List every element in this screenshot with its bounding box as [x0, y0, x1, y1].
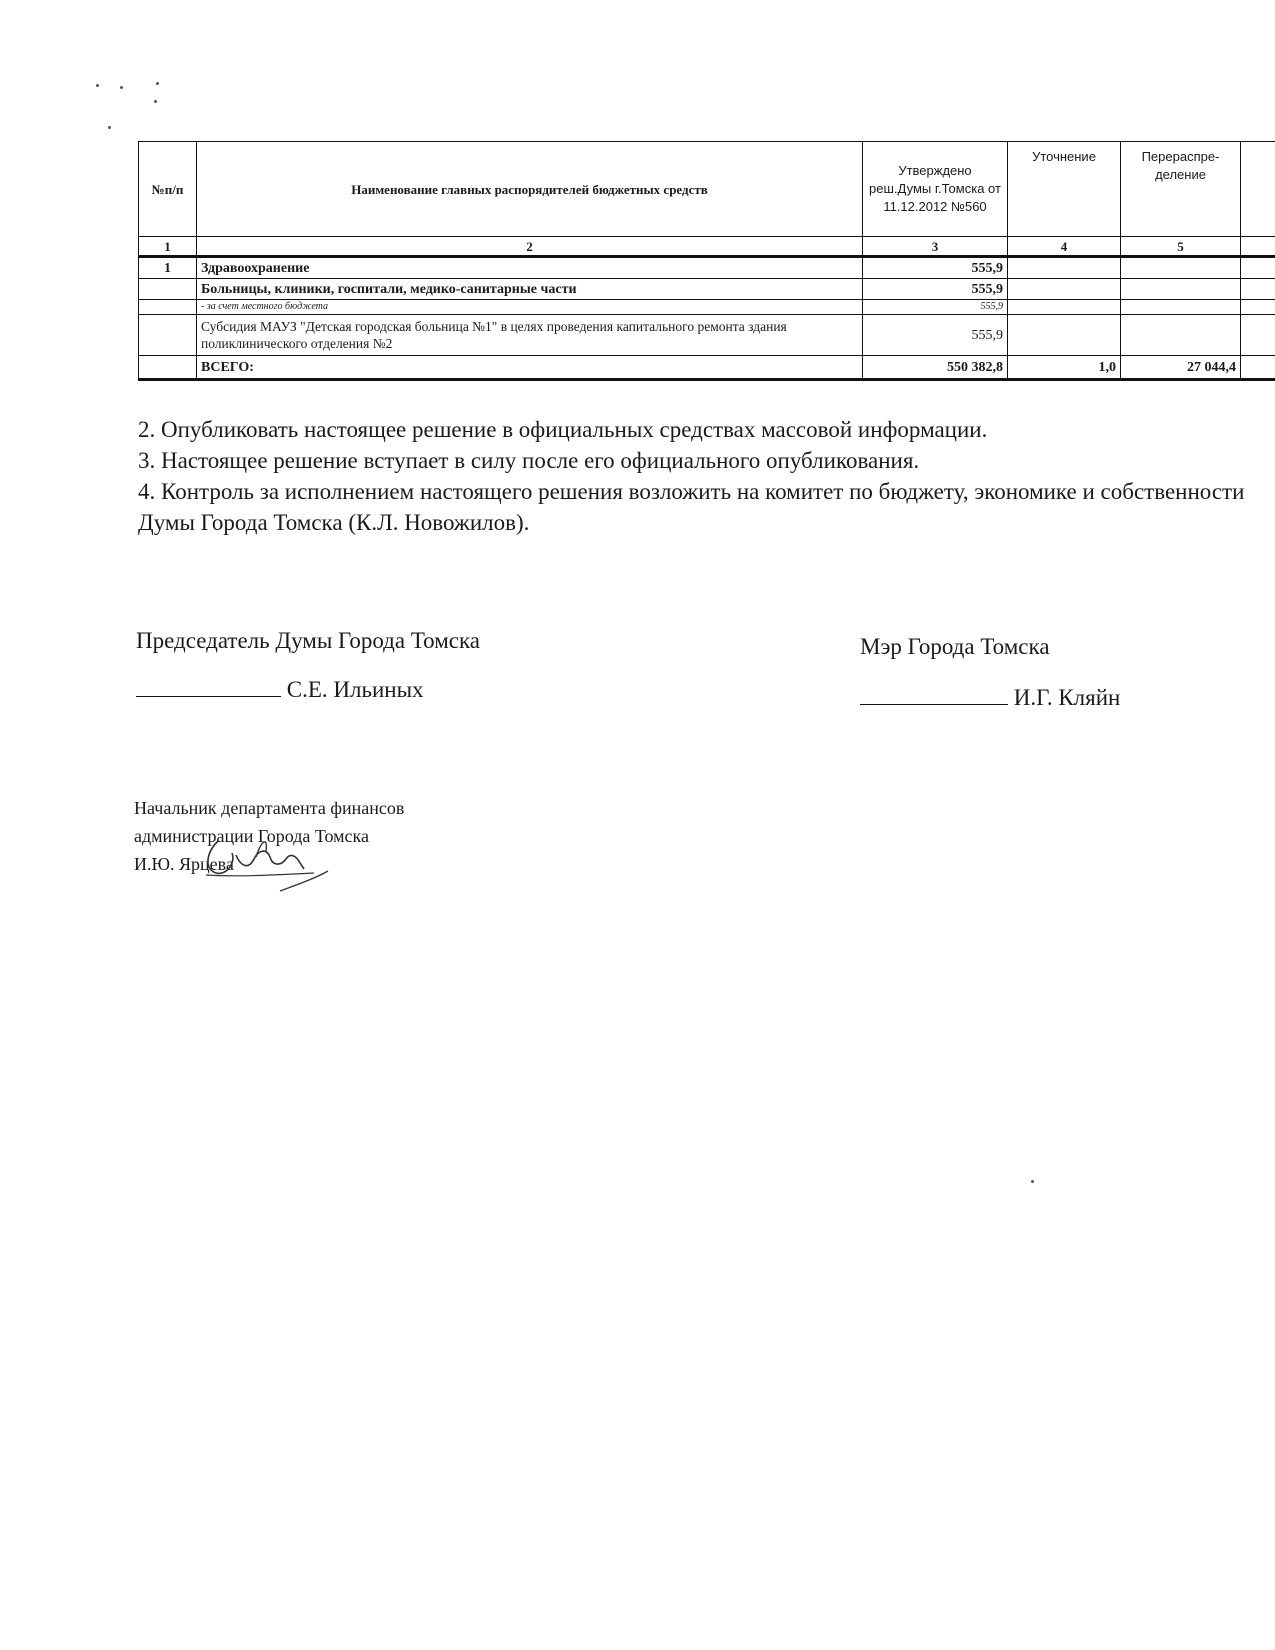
header-cut-column	[1241, 142, 1275, 237]
signature-line	[136, 696, 281, 697]
row-refinement	[1008, 279, 1121, 300]
row-cut-cell	[1241, 300, 1275, 315]
column-number: 5	[1121, 237, 1241, 257]
chairman-signature-block	[136, 677, 424, 703]
row-number: 1	[139, 257, 197, 279]
row-redistribution	[1121, 315, 1241, 356]
row-number	[139, 315, 197, 356]
paragraph-effective: 3. Настоящее решение вступает в силу после его официального опубликования.	[138, 448, 920, 473]
column-number-empty	[1241, 237, 1275, 257]
handwritten-signature	[196, 835, 346, 895]
row-redistribution	[1121, 257, 1241, 279]
row-redistribution	[1121, 279, 1241, 300]
row-name: Субсидия МАУЗ "Детская городская больница №1" в целях проведения капитального ремонта здания поликлинического отделения №2	[197, 315, 863, 356]
row-number	[139, 279, 197, 300]
total-label: ВСЕГО:	[197, 356, 863, 380]
row-approved: 555,9	[863, 315, 1008, 356]
table-row	[139, 257, 1275, 279]
budget-table	[138, 141, 1275, 381]
table-row	[139, 279, 1275, 300]
row-name: Больницы, клиники, госпитали, медико-санитарные части	[197, 279, 863, 300]
table-row	[139, 300, 1275, 315]
row-redistribution	[1121, 300, 1241, 315]
row-name: - за счет местного бюджета	[197, 300, 863, 315]
column-number: 4	[1008, 237, 1121, 257]
row-refinement	[1008, 257, 1121, 279]
row-cut-cell	[1241, 257, 1275, 279]
header-name: Наименование главных распорядителей бюджетных средств	[197, 142, 863, 237]
finance-title-line-2: администрации Города Томска	[134, 826, 369, 846]
mayor-name: И.Г. Кляйн	[1013, 685, 1121, 710]
table-total-row	[139, 356, 1275, 380]
header-redistribution: Перераспре-деление	[1121, 142, 1241, 237]
total-refinement: 1,0	[1008, 356, 1121, 380]
scan-speck	[1031, 1180, 1034, 1183]
row-cut-cell	[1241, 279, 1275, 300]
chairman-title: Председатель Думы Города Томска	[136, 628, 481, 653]
chairman-name: С.Е. Ильиных	[286, 677, 424, 702]
row-approved: 555,9	[863, 300, 1008, 315]
header-approved: Утверждено реш.Думы г.Томска от 11.12.2012 №560	[863, 142, 1008, 237]
column-number: 1	[139, 237, 197, 257]
row-number	[139, 300, 197, 315]
scan-speck	[154, 100, 157, 103]
table-row	[139, 315, 1275, 356]
finance-title-line-1: Начальник департамента финансов	[134, 798, 405, 818]
row-cut-cell	[1241, 315, 1275, 356]
row-approved: 555,9	[863, 257, 1008, 279]
scan-speck	[108, 126, 111, 129]
header-refinement: Уточнение	[1008, 142, 1121, 237]
total-redistribution: 27 044,4	[1121, 356, 1241, 380]
header-number: №п/п	[139, 142, 197, 237]
column-number-row	[139, 237, 1275, 257]
scan-speck	[120, 86, 123, 89]
table-header-row	[139, 142, 1275, 237]
column-number: 3	[863, 237, 1008, 257]
scan-speck	[156, 82, 159, 85]
column-number: 2	[197, 237, 863, 257]
signature-line	[860, 704, 1008, 705]
row-refinement	[1008, 300, 1121, 315]
row-refinement	[1008, 315, 1121, 356]
total-cut-cell	[1241, 356, 1275, 380]
mayor-title: Мэр Города Томска	[860, 634, 1050, 659]
paragraph-publish: 2. Опубликовать настоящее решение в официальных средствах массовой информации.	[138, 417, 988, 442]
total-number	[139, 356, 197, 380]
scan-speck	[96, 84, 99, 87]
row-name: Здравоохранение	[197, 257, 863, 279]
mayor-signature-block	[860, 685, 1120, 711]
finance-name: И.Ю. Ярцева	[134, 854, 234, 874]
total-approved: 550 382,8	[863, 356, 1008, 380]
paragraph-control: 4. Контроль за исполнением настоящего решения возложить на комитет по бюджету, экономике и собственности Думы Города Томска (К.Л. Новожилов).	[138, 479, 1245, 535]
row-approved: 555,9	[863, 279, 1008, 300]
